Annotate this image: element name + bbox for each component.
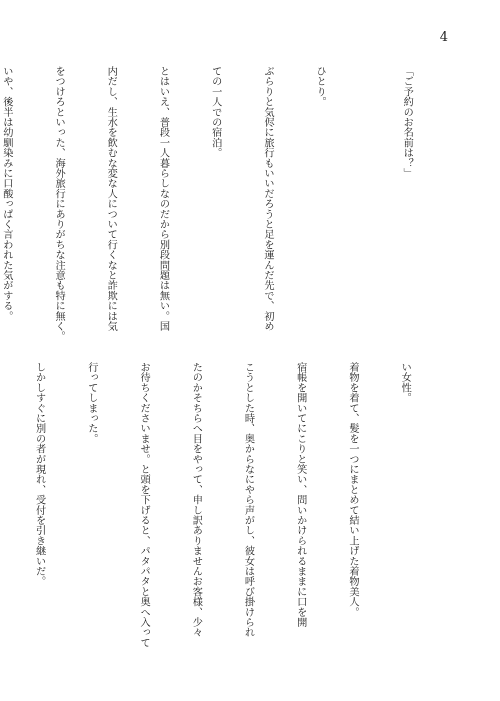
text-line: いや、後半は幼馴染みに口酸っぱく言われた気がする。 bbox=[0, 66, 12, 321]
text-line: とはいえ、普段一人暮らしなのだから別段問題は無い。国 bbox=[157, 66, 169, 332]
text-line: ぶらりと気侭に旅行もいいだろうと足を運んだ先で、初め bbox=[261, 66, 273, 332]
text-line: ひとり。 bbox=[314, 66, 326, 107]
text-line: しかしすぐに別の者が現れ、受付を引き継いだ。 bbox=[33, 362, 45, 587]
text-line: い女性。 bbox=[399, 362, 411, 403]
text-line: たのかそちらへ目をやって、申し訳ありませんお客様、少々 bbox=[190, 362, 202, 638]
page-number: 4 bbox=[439, 30, 448, 45]
text-line: 行ってしまった。 bbox=[85, 362, 97, 444]
text-line: ての一人での宿泊。 bbox=[209, 66, 221, 158]
text-line: 着物を着て、髪を一つにまとめて結い上げた着物美人。 bbox=[346, 362, 358, 617]
text-line: 「ご予約のお名前は？」 bbox=[401, 66, 413, 179]
text-block-upper bbox=[0, 66, 450, 342]
text-line: お待ちくださいませ。と頭を下げると、パタパタと奥へ入って bbox=[138, 362, 150, 648]
text-line: 内だし、生水を飲むな変な人について行くなと詐欺には気 bbox=[105, 66, 117, 332]
text-block-lower bbox=[0, 362, 448, 648]
text-line: をつけろといった、海外旅行にありがちな注意も特に無く。 bbox=[53, 66, 65, 342]
text-line: こうとした時、奥からなにやら声がし、彼女は呼び掛けられ bbox=[242, 362, 254, 638]
text-line: 宿帳を開いてにこりと笑い、問いかけられるままに口を開 bbox=[294, 362, 306, 628]
